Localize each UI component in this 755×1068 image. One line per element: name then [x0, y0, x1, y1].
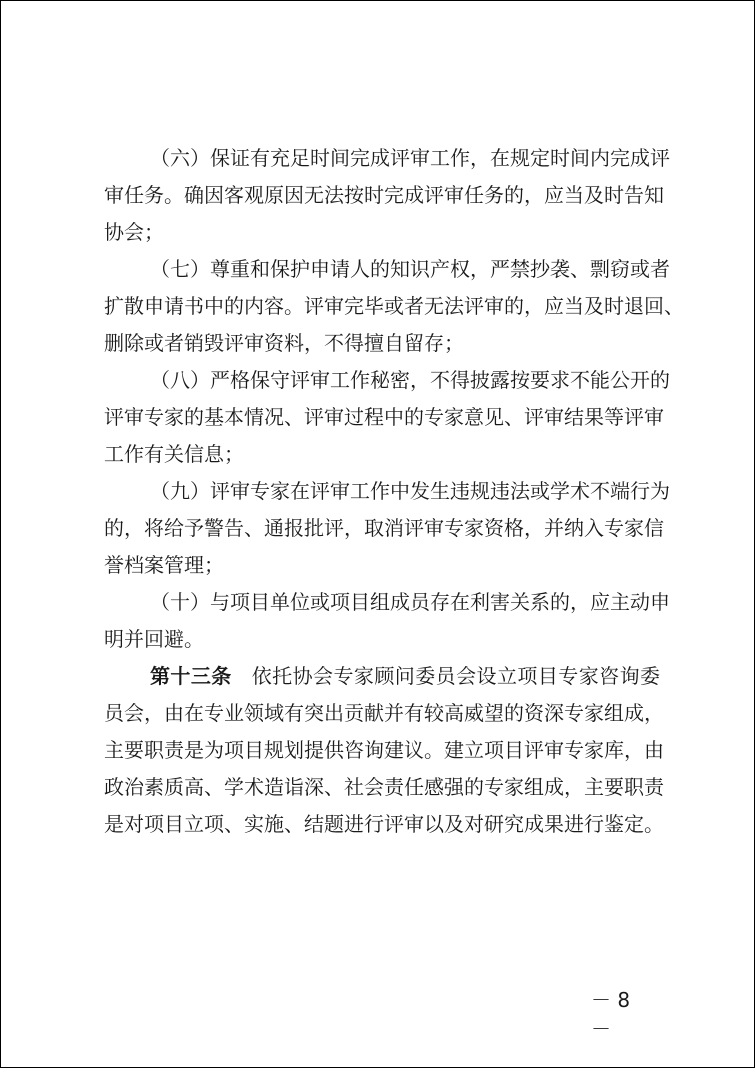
- text-line: 审任务。确因客观原因无法按时完成评审任务的，应当及时告知: [104, 183, 664, 207]
- text-line: （八）严格保守评审工作秘密，不得披露按要求不能公开的: [150, 368, 670, 392]
- paragraph-clause-9: [104, 473, 670, 584]
- text-line: 誉档案管理；: [104, 553, 224, 577]
- text-line: [104, 658, 660, 695]
- document-body: [104, 140, 684, 843]
- text-line: 的，将给予警告、通报批评，取消评审专家资格，并纳入专家信: [104, 516, 664, 540]
- text-line: 工作有关信息；: [104, 442, 244, 466]
- paragraph-clause-6: [104, 140, 670, 251]
- text-line: （十）与项目单位或项目组成员存在利害关系的，应主动申: [150, 590, 670, 614]
- text-line: 删除或者销毁评审资料，不得擅自留存；: [104, 331, 464, 355]
- text-line: 评审专家的基本情况、评审过程中的专家意见、评审结果等评审: [104, 405, 664, 429]
- paragraph-clause-8: [104, 362, 670, 473]
- text-line: 政治素质高、学术造诣深、社会责任感强的专家组成，主要职责: [104, 775, 664, 799]
- page-number: － 8 －: [591, 988, 631, 1041]
- text-line: 主要职责是为项目规划提供咨询建议。建立项目评审专家库，由: [104, 738, 664, 762]
- paragraph-clause-10: [104, 584, 670, 658]
- text-line: （七）尊重和保护申请人的知识产权，严禁抄袭、剽窃或者: [150, 257, 670, 281]
- text-line: 协会；: [104, 220, 164, 244]
- article-heading: 第十三条: [150, 664, 232, 688]
- text-line: 员会，由在专业领域有突出贡献并有较高威望的资深专家组成，: [104, 701, 664, 725]
- article-first-line: 依托协会专家顾问委员会设立项目专家咨询委: [251, 664, 661, 688]
- text-line: 明并回避。: [104, 627, 204, 651]
- text-line: 是对项目立项、实施、结题进行评审以及对研究成果进行鉴定。: [104, 812, 664, 836]
- text-line: （六）保证有充足时间完成评审工作，在规定时间内完成评: [150, 146, 670, 170]
- text-line: （九）评审专家在评审工作中发生违规违法或学术不端行为: [150, 479, 670, 503]
- article-13: [104, 658, 664, 843]
- paragraph-clause-7: [104, 251, 684, 362]
- text-line: 扩散申请书中的内容。评审完毕或者无法评审的，应当及时退回、: [104, 294, 684, 318]
